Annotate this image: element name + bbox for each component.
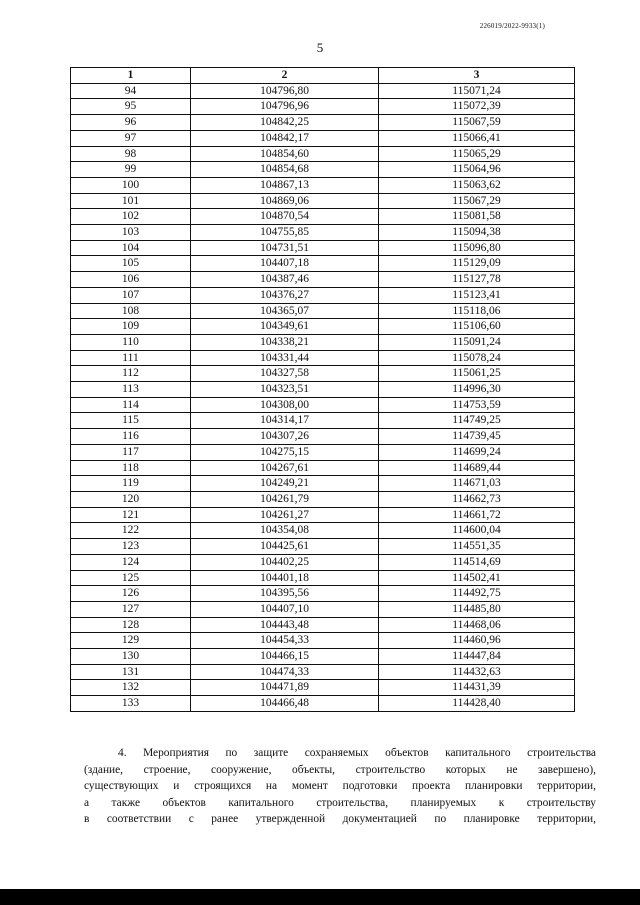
x-coordinate-cell: 104261,79 — [191, 491, 379, 507]
y-coordinate-cell: 115067,59 — [379, 115, 575, 131]
x-coordinate-cell: 104796,96 — [191, 99, 379, 115]
table-row — [71, 397, 575, 413]
x-coordinate-cell: 104376,27 — [191, 287, 379, 303]
x-coordinate-cell: 104349,61 — [191, 319, 379, 335]
y-coordinate-cell: 115096,80 — [379, 240, 575, 256]
paragraph-line: (здание, строение, сооружение, объекты, строительство которых не завершено), — [84, 763, 596, 776]
y-coordinate-cell: 114600,04 — [379, 523, 575, 539]
y-coordinate-cell: 115127,78 — [379, 272, 575, 288]
table-row — [71, 570, 575, 586]
x-coordinate-cell: 104308,00 — [191, 397, 379, 413]
table-row — [71, 696, 575, 712]
paragraph-line: в соответствии с ранее утвержденной документацией по планировке территории, — [84, 813, 596, 826]
x-coordinate-cell: 104454,33 — [191, 633, 379, 649]
x-coordinate-cell: 104338,21 — [191, 334, 379, 350]
x-coordinate-cell: 104307,26 — [191, 429, 379, 445]
x-coordinate-cell: 104869,06 — [191, 193, 379, 209]
table-row — [71, 429, 575, 445]
table-row — [71, 115, 575, 131]
point-number-cell: 114 — [71, 397, 191, 413]
y-coordinate-cell: 114514,69 — [379, 554, 575, 570]
document-id: 226019/2022-9933(1) — [479, 22, 545, 30]
table-row — [71, 617, 575, 633]
y-coordinate-cell: 114689,44 — [379, 460, 575, 476]
x-coordinate-cell: 104387,46 — [191, 272, 379, 288]
x-coordinate-cell: 104870,54 — [191, 209, 379, 225]
point-number-cell: 101 — [71, 193, 191, 209]
table-row — [71, 225, 575, 241]
y-coordinate-cell: 114502,41 — [379, 570, 575, 586]
x-coordinate-cell: 104731,51 — [191, 240, 379, 256]
table-row — [71, 633, 575, 649]
x-coordinate-cell: 104401,18 — [191, 570, 379, 586]
point-number-cell: 94 — [71, 83, 191, 99]
point-number-cell: 98 — [71, 146, 191, 162]
table-row — [71, 460, 575, 476]
x-coordinate-cell: 104275,15 — [191, 444, 379, 460]
table-row — [71, 413, 575, 429]
point-number-cell: 112 — [71, 366, 191, 382]
x-coordinate-cell: 104842,25 — [191, 115, 379, 131]
y-coordinate-cell: 115106,60 — [379, 319, 575, 335]
x-coordinate-cell: 104425,61 — [191, 539, 379, 555]
point-number-cell: 105 — [71, 256, 191, 272]
table-row — [71, 350, 575, 366]
table-row — [71, 539, 575, 555]
table-row — [71, 146, 575, 162]
x-coordinate-cell: 104267,61 — [191, 460, 379, 476]
y-coordinate-cell: 114661,72 — [379, 507, 575, 523]
y-coordinate-cell: 115071,24 — [379, 83, 575, 99]
table-row — [71, 507, 575, 523]
point-number-cell: 118 — [71, 460, 191, 476]
y-coordinate-cell: 114753,59 — [379, 397, 575, 413]
y-coordinate-cell: 115129,09 — [379, 256, 575, 272]
table-row — [71, 130, 575, 146]
point-number-cell: 122 — [71, 523, 191, 539]
point-number-cell: 108 — [71, 303, 191, 319]
y-coordinate-cell: 114492,75 — [379, 586, 575, 602]
x-coordinate-cell: 104474,33 — [191, 664, 379, 680]
y-coordinate-cell: 114447,84 — [379, 649, 575, 665]
point-number-cell: 133 — [71, 696, 191, 712]
y-coordinate-cell: 115066,41 — [379, 130, 575, 146]
point-number-cell: 132 — [71, 680, 191, 696]
point-number-cell: 111 — [71, 350, 191, 366]
table-row — [71, 444, 575, 460]
point-number-cell: 127 — [71, 601, 191, 617]
point-number-cell: 126 — [71, 586, 191, 602]
point-number-cell: 121 — [71, 507, 191, 523]
table-row — [71, 491, 575, 507]
point-number-cell: 107 — [71, 287, 191, 303]
x-coordinate-cell: 104327,58 — [191, 366, 379, 382]
column-header: 3 — [379, 68, 575, 84]
table-row — [71, 601, 575, 617]
y-coordinate-cell: 114485,80 — [379, 601, 575, 617]
x-coordinate-cell: 104867,13 — [191, 177, 379, 193]
table-row — [71, 334, 575, 350]
paragraph-line: существующих и строящихся на момент подготовки проекта планировки территории, — [84, 780, 596, 793]
y-coordinate-cell: 114739,45 — [379, 429, 575, 445]
y-coordinate-cell: 115081,58 — [379, 209, 575, 225]
page-number: 5 — [316, 40, 324, 55]
table-row — [71, 523, 575, 539]
table-header-row — [71, 68, 575, 84]
table-row — [71, 680, 575, 696]
point-number-cell: 131 — [71, 664, 191, 680]
x-coordinate-cell: 104796,80 — [191, 83, 379, 99]
point-number-cell: 115 — [71, 413, 191, 429]
x-coordinate-cell: 104407,10 — [191, 601, 379, 617]
table-row — [71, 476, 575, 492]
table-row — [71, 554, 575, 570]
y-coordinate-cell: 115072,39 — [379, 99, 575, 115]
x-coordinate-cell: 104261,27 — [191, 507, 379, 523]
table-row — [71, 649, 575, 665]
x-coordinate-cell: 104854,68 — [191, 162, 379, 178]
y-coordinate-cell: 115061,25 — [379, 366, 575, 382]
y-coordinate-cell: 114432,63 — [379, 664, 575, 680]
y-coordinate-cell: 114431,39 — [379, 680, 575, 696]
x-coordinate-cell: 104365,07 — [191, 303, 379, 319]
point-number-cell: 117 — [71, 444, 191, 460]
point-number-cell: 106 — [71, 272, 191, 288]
y-coordinate-cell: 114551,35 — [379, 539, 575, 555]
point-number-cell: 96 — [71, 115, 191, 131]
table-row — [71, 382, 575, 398]
point-number-cell: 99 — [71, 162, 191, 178]
point-number-cell: 119 — [71, 476, 191, 492]
point-number-cell: 129 — [71, 633, 191, 649]
point-number-cell: 95 — [71, 99, 191, 115]
table-row — [71, 209, 575, 225]
table-row — [71, 272, 575, 288]
point-number-cell: 97 — [71, 130, 191, 146]
coordinates-table — [70, 67, 575, 712]
table-row — [71, 303, 575, 319]
point-number-cell: 124 — [71, 554, 191, 570]
table-row — [71, 366, 575, 382]
paragraph-line: а также объектов капитального строительства, планируемых к строительству — [84, 796, 596, 809]
point-number-cell: 104 — [71, 240, 191, 256]
table-row — [71, 287, 575, 303]
table-row — [71, 586, 575, 602]
table-row — [71, 99, 575, 115]
point-number-cell: 116 — [71, 429, 191, 445]
table-body — [71, 83, 575, 711]
table-row — [71, 256, 575, 272]
y-coordinate-cell: 115123,41 — [379, 287, 575, 303]
point-number-cell: 109 — [71, 319, 191, 335]
y-coordinate-cell: 114468,06 — [379, 617, 575, 633]
x-coordinate-cell: 104466,15 — [191, 649, 379, 665]
point-number-cell: 123 — [71, 539, 191, 555]
y-coordinate-cell: 115067,29 — [379, 193, 575, 209]
y-coordinate-cell: 115064,96 — [379, 162, 575, 178]
point-number-cell: 125 — [71, 570, 191, 586]
point-number-cell: 100 — [71, 177, 191, 193]
y-coordinate-cell: 114996,30 — [379, 382, 575, 398]
x-coordinate-cell: 104854,60 — [191, 146, 379, 162]
x-coordinate-cell: 104354,08 — [191, 523, 379, 539]
y-coordinate-cell: 114662,73 — [379, 491, 575, 507]
x-coordinate-cell: 104466,48 — [191, 696, 379, 712]
x-coordinate-cell: 104249,21 — [191, 476, 379, 492]
y-coordinate-cell: 114749,25 — [379, 413, 575, 429]
table-row — [71, 83, 575, 99]
table-row — [71, 240, 575, 256]
x-coordinate-cell: 104443,48 — [191, 617, 379, 633]
y-coordinate-cell: 115063,62 — [379, 177, 575, 193]
y-coordinate-cell: 114699,24 — [379, 444, 575, 460]
x-coordinate-cell: 104407,18 — [191, 256, 379, 272]
y-coordinate-cell: 115094,38 — [379, 225, 575, 241]
column-header: 1 — [71, 68, 191, 84]
point-number-cell: 128 — [71, 617, 191, 633]
x-coordinate-cell: 104471,89 — [191, 680, 379, 696]
x-coordinate-cell: 104402,25 — [191, 554, 379, 570]
table-row — [71, 162, 575, 178]
table-row — [71, 319, 575, 335]
x-coordinate-cell: 104314,17 — [191, 413, 379, 429]
table-row — [71, 664, 575, 680]
scan-bottom-edge — [0, 889, 640, 905]
x-coordinate-cell: 104323,51 — [191, 382, 379, 398]
x-coordinate-cell: 104842,17 — [191, 130, 379, 146]
y-coordinate-cell: 115078,24 — [379, 350, 575, 366]
y-coordinate-cell: 115065,29 — [379, 146, 575, 162]
paragraph-line: 4. Мероприятия по защите сохраняемых объектов капитального строительства — [118, 747, 596, 759]
y-coordinate-cell: 115118,06 — [379, 303, 575, 319]
y-coordinate-cell: 115091,24 — [379, 334, 575, 350]
point-number-cell: 120 — [71, 491, 191, 507]
y-coordinate-cell: 114671,03 — [379, 476, 575, 492]
y-coordinate-cell: 114428,40 — [379, 696, 575, 712]
table-row — [71, 177, 575, 193]
x-coordinate-cell: 104331,44 — [191, 350, 379, 366]
y-coordinate-cell: 114460,96 — [379, 633, 575, 649]
point-number-cell: 113 — [71, 382, 191, 398]
body-paragraph — [84, 745, 596, 828]
point-number-cell: 130 — [71, 649, 191, 665]
x-coordinate-cell: 104755,85 — [191, 225, 379, 241]
table-row — [71, 193, 575, 209]
column-header: 2 — [191, 68, 379, 84]
x-coordinate-cell: 104395,56 — [191, 586, 379, 602]
point-number-cell: 110 — [71, 334, 191, 350]
point-number-cell: 102 — [71, 209, 191, 225]
point-number-cell: 103 — [71, 225, 191, 241]
